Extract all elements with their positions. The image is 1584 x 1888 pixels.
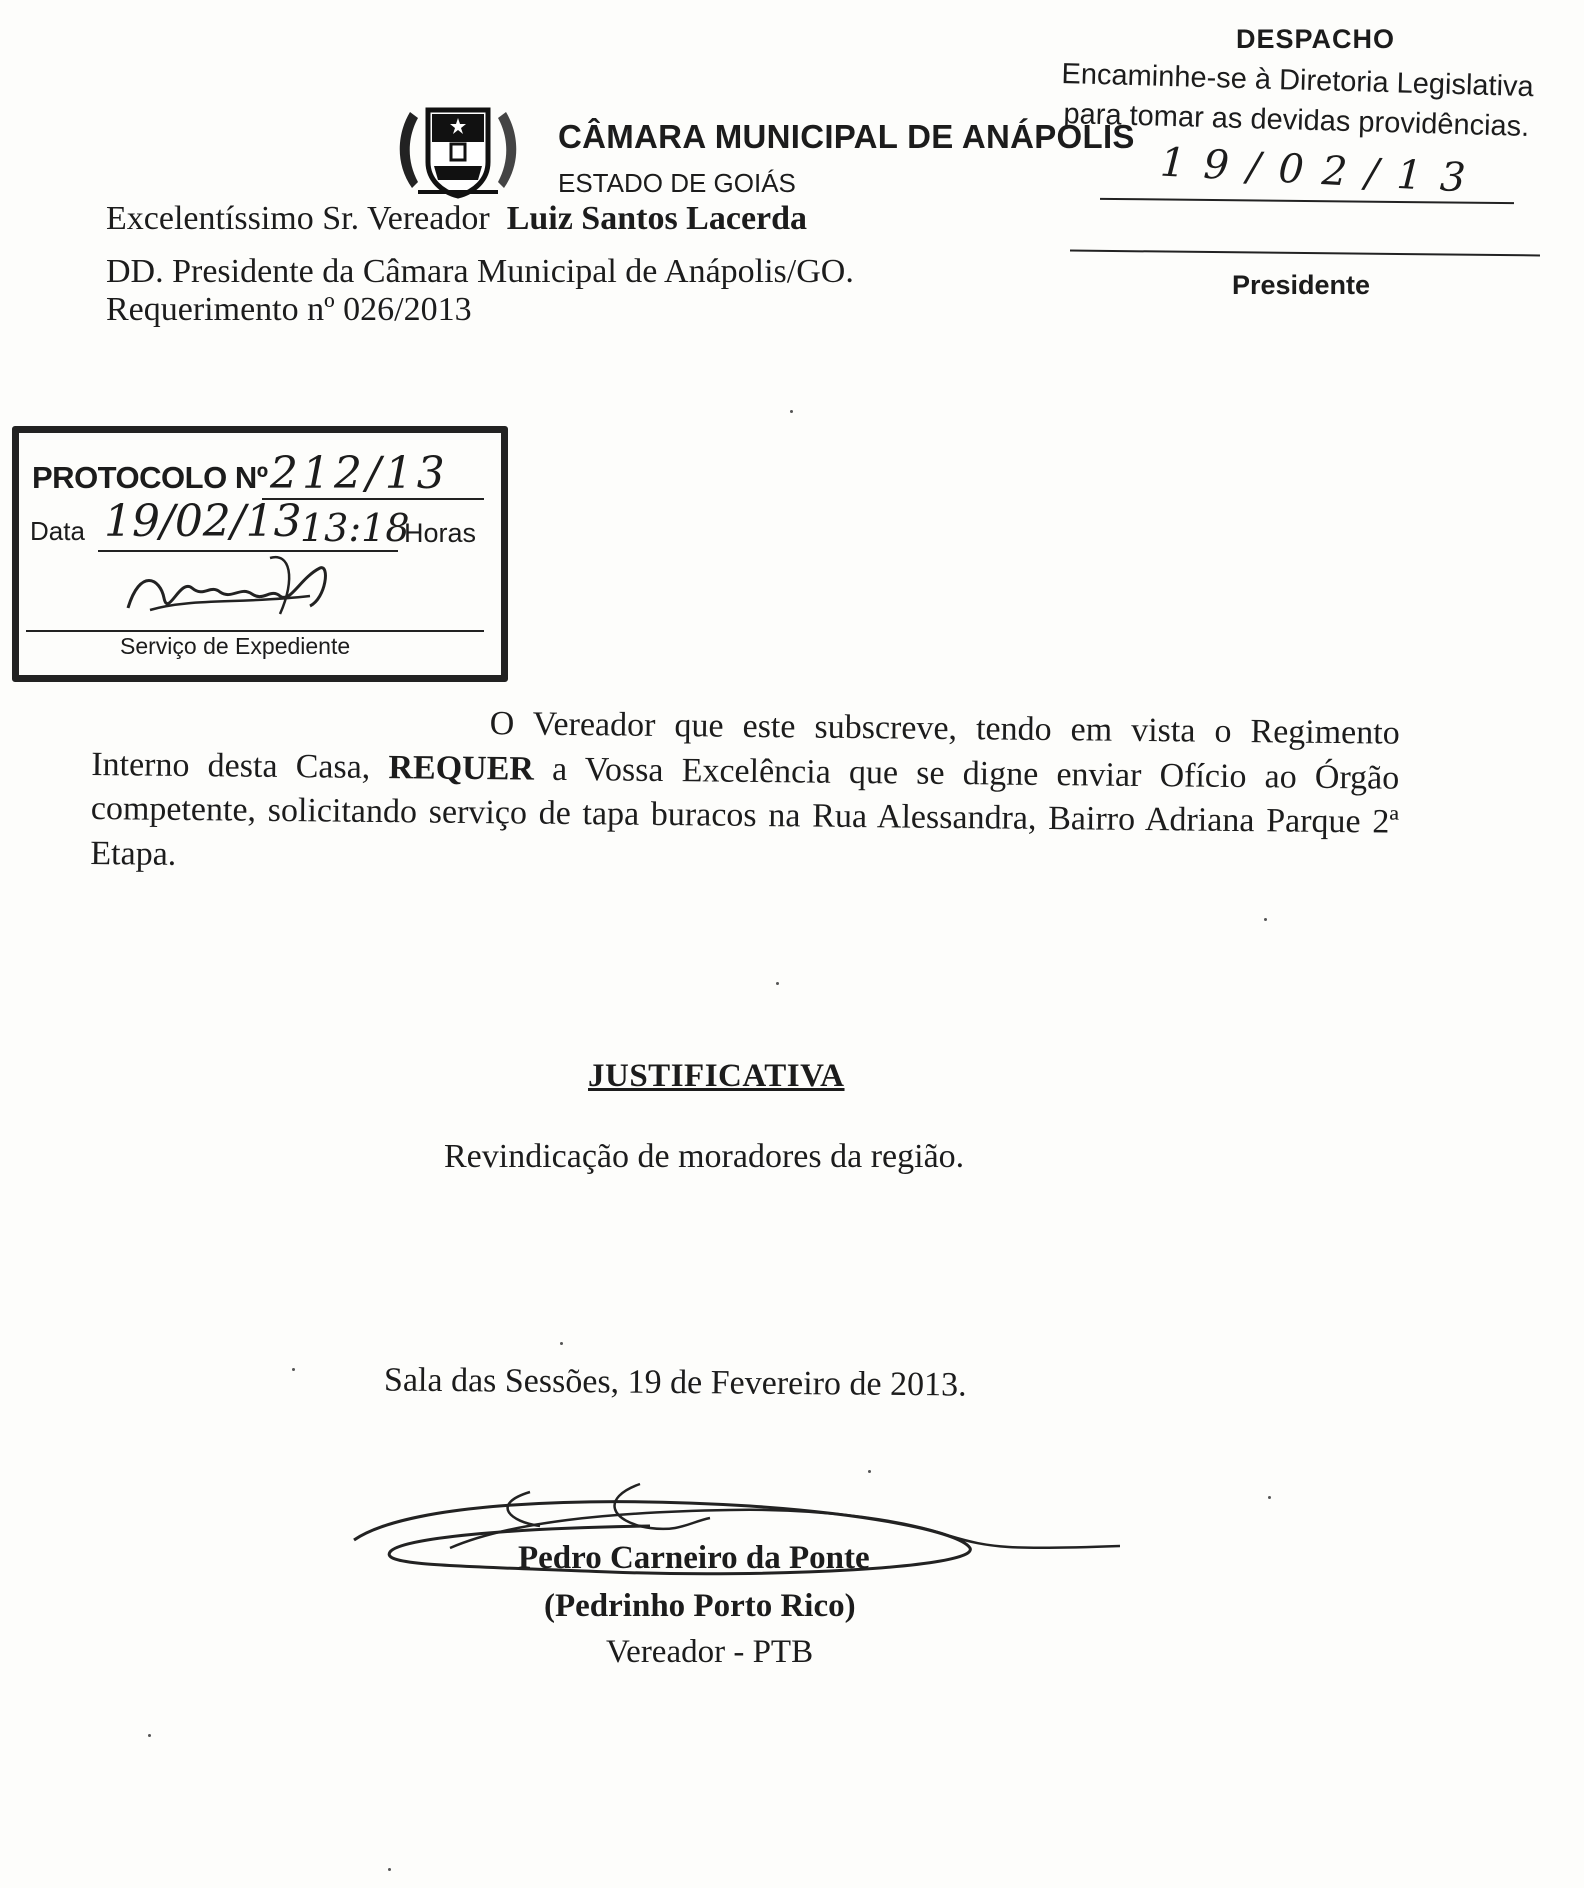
scan-speck (776, 982, 779, 985)
protocol-number: 212/13 (270, 448, 449, 499)
despacho-role: Presidente (1232, 270, 1371, 300)
scan-speck (388, 1868, 391, 1871)
protocol-signature-line (26, 630, 484, 632)
despacho-date: 19/02/13 (1159, 139, 1485, 203)
signer-nickname: (Pedrinho Porto Rico) (544, 1588, 856, 1624)
signer-name: Pedro Carneiro da Ponte (518, 1540, 870, 1576)
protocol-service-label: Serviço de Expediente (120, 633, 351, 659)
scan-speck (868, 1470, 871, 1473)
salutation-line (106, 200, 807, 238)
request-number: Requerimento nº 026/2013 (106, 291, 472, 328)
coat-of-arms-icon (388, 92, 528, 204)
state-name: ESTADO DE GOIÁS (558, 168, 796, 198)
protocol-hours-label: Horas (404, 518, 477, 548)
recipient-title: DD. Presidente da Câmara Municipal de Anápolis/GO. (106, 253, 854, 290)
scan-speck (1264, 918, 1267, 921)
justification-title: JUSTIFICATIVA (588, 1058, 845, 1094)
despacho-signature-line (1070, 250, 1540, 257)
protocol-signature (120, 548, 340, 628)
despacho-line-1: Encaminhe-se à Diretoria Legislativa (1061, 58, 1535, 104)
protocol-title: PROTOCOLO Nº (32, 460, 268, 495)
scan-speck (790, 410, 793, 413)
scan-speck (148, 1734, 151, 1737)
closing-place-date: Sala das Sessões, 19 de Fevereiro de 2013. (383, 1361, 967, 1404)
recipient-name: Luiz Santos Lacerda (506, 200, 808, 237)
scan-speck (560, 1342, 563, 1345)
body-part-2: a Vossa Excelência que se digne enviar Ofício ao Órgão competente, solicitando serviço de tapa buracos na Rua Alessandra, Bairro Adriana Parque 2ª Etapa. (90, 750, 1400, 873)
justification-text: Revindicação de moradores da região. (444, 1138, 965, 1175)
body-part-1: O Vereador que este subscreve, tendo em vista o Regimento Interno desta Casa, (91, 705, 1400, 786)
scan-speck (1268, 1496, 1271, 1499)
body-keyword: REQUER (388, 748, 535, 788)
protocol-time: 13:18 (300, 506, 410, 550)
signer-role: Vereador - PTB (606, 1634, 814, 1670)
scan-speck (292, 1368, 295, 1371)
protocol-date: 19/02/13 (104, 496, 302, 547)
despacho-line-2: para tomar as devidas providências. (1063, 98, 1530, 143)
despacho-title: DESPACHO (1236, 24, 1396, 54)
protocol-date-label: Data (30, 516, 85, 546)
salutation: Excelentíssimo Sr. Vereador (106, 200, 490, 237)
request-body (90, 698, 1400, 890)
chamber-name: CÂMARA MUNICIPAL DE ANÁPOLIS (558, 118, 1135, 155)
